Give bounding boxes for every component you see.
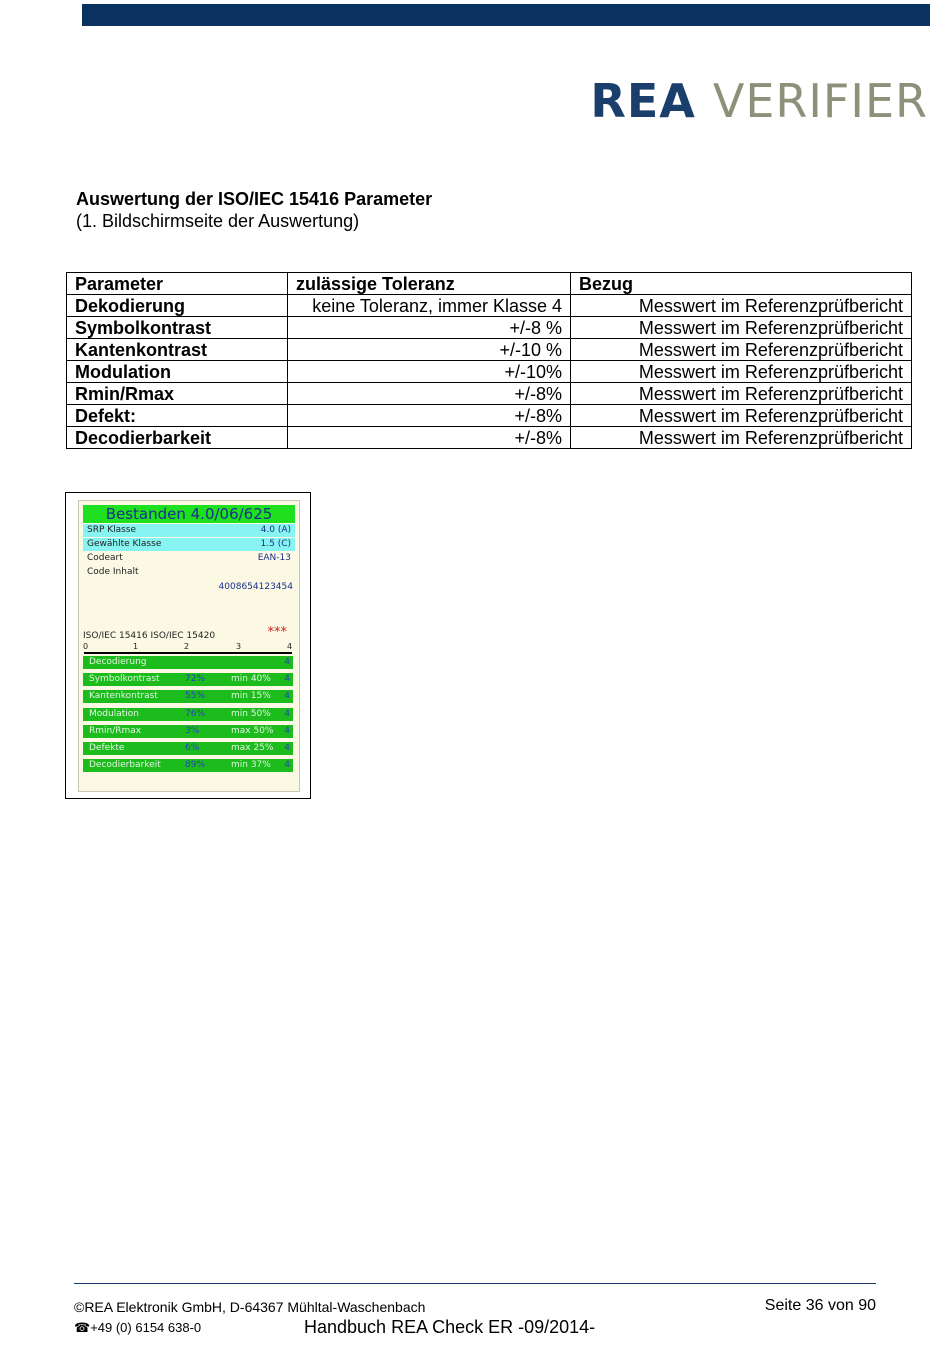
srp-class-row: [83, 524, 295, 537]
param-cell: Defekt:: [67, 405, 288, 427]
grade-row: [83, 725, 293, 738]
reference-cell: Messwert im Referenzprüfbericht: [571, 405, 912, 427]
param-cell: Kantenkontrast: [67, 339, 288, 361]
table-header-row: [67, 273, 912, 295]
param-cell: Decodierbarkeit: [67, 427, 288, 449]
header-reference: Bezug: [571, 273, 912, 295]
scale-tick: 1: [133, 642, 139, 651]
tolerance-cell: keine Toleranz, immer Klasse 4: [288, 295, 571, 317]
scale-tick: 3: [236, 642, 242, 651]
grade-row-value: 76%: [185, 709, 206, 719]
tolerance-cell: +/-8 %: [288, 317, 571, 339]
grade-row-label: Modulation: [89, 709, 139, 719]
grade-row: [83, 656, 293, 669]
code-type-row: [83, 552, 295, 565]
footer-manual: Handbuch REA Check ER -09/2014-: [304, 1317, 596, 1337]
logo-verifier-text: VERIFIER: [712, 74, 928, 128]
param-cell: Symbolkontrast: [67, 317, 288, 339]
table-row: [67, 361, 912, 383]
param-cell: Modulation: [67, 361, 288, 383]
grade-row-value: 89%: [185, 760, 206, 770]
grade-row-label: Symbolkontrast: [89, 674, 160, 684]
grade-row-value: 55%: [185, 691, 206, 701]
result-banner: Bestanden 4.0/06/625: [83, 505, 295, 523]
grade-row-limit: min 15%: [231, 691, 271, 701]
footer-company: ©REA Elektronik GmbH, D-64367 Mühltal-Waschenbach: [74, 1299, 426, 1315]
table-row: [67, 405, 912, 427]
grade-row-grade: 4: [284, 657, 290, 667]
srp-class-label: SRP Klasse: [87, 525, 137, 535]
table-row: [67, 317, 912, 339]
verifier-screen: [78, 500, 300, 792]
table-row: [67, 339, 912, 361]
grade-row-value: 6%: [185, 743, 200, 753]
grade-row-grade: 4: [284, 726, 290, 736]
grade-row-grade: 4: [284, 691, 290, 701]
grade-row-limit: min 37%: [231, 760, 271, 770]
grade-row-label: Decodierung: [89, 657, 147, 667]
verifier-screenshot-frame: [65, 492, 311, 799]
footer-phone: ☎+49 (0) 6154 638-0: [74, 1320, 202, 1335]
grade-row-value: 3%: [185, 726, 200, 736]
rea-verifier-logo: [590, 76, 928, 126]
tolerance-cell: +/-10%: [288, 361, 571, 383]
tolerance-cell: +/-8%: [288, 405, 571, 427]
grade-row: [83, 759, 293, 772]
standard-label: ISO/IEC 15416 ISO/IEC 15420: [83, 631, 216, 641]
code-content-row: [83, 566, 295, 579]
code-type-value: EAN-13: [257, 553, 291, 563]
reference-cell: Messwert im Referenzprüfbericht: [571, 295, 912, 317]
param-cell: Rmin/Rmax: [67, 383, 288, 405]
grade-row-label: Decodierbarkeit: [89, 760, 161, 770]
header-bar: [82, 4, 930, 26]
scale-tick: 0: [83, 642, 89, 651]
header-parameter: Parameter: [67, 273, 288, 295]
section-subtitle: (1. Bildschirmseite der Auswertung): [76, 211, 360, 231]
param-cell: Dekodierung: [67, 295, 288, 317]
section-heading: [76, 188, 432, 232]
table-row: [67, 383, 912, 405]
reference-cell: Messwert im Referenzprüfbericht: [571, 361, 912, 383]
tolerance-cell: +/-10 %: [288, 339, 571, 361]
grade-row-limit: max 25%: [231, 743, 274, 753]
grade-row-limit: min 40%: [231, 674, 271, 684]
grade-row-grade: 4: [284, 709, 290, 719]
grade-row: [83, 690, 293, 703]
code-content-label: Code Inhalt: [87, 567, 139, 577]
grade-row-grade: 4: [284, 760, 290, 770]
grade-row-grade: 4: [284, 743, 290, 753]
reference-cell: Messwert im Referenzprüfbericht: [571, 427, 912, 449]
section-title: Auswertung der ISO/IEC 15416 Parameter: [76, 189, 433, 209]
tolerance-cell: +/-8%: [288, 383, 571, 405]
reference-cell: Messwert im Referenzprüfbericht: [571, 383, 912, 405]
grade-stars: ***: [267, 625, 287, 640]
grade-row-label: Rmin/Rmax: [89, 726, 142, 736]
logo-rea-text: REA: [590, 74, 696, 128]
tolerance-table: [66, 272, 912, 449]
header-tolerance: zulässige Toleranz: [288, 273, 571, 295]
tolerance-cell: +/-8%: [288, 427, 571, 449]
footer-page-number: Seite 36 von 90: [764, 1297, 876, 1314]
grade-row-value: 72%: [185, 674, 206, 684]
scale-tick: 4: [287, 642, 293, 651]
srp-class-value: 4.0 (A): [260, 525, 291, 535]
table-row: [67, 295, 912, 317]
selected-class-label: Gewählte Klasse: [87, 539, 162, 549]
table-row: [67, 427, 912, 449]
reference-cell: Messwert im Referenzprüfbericht: [571, 339, 912, 361]
code-content-value: 4008654123454: [218, 582, 293, 592]
grade-row: [83, 742, 293, 755]
grade-row: [83, 708, 293, 721]
code-type-label: Codeart: [87, 553, 123, 563]
selected-class-row: [83, 538, 295, 551]
grade-row-label: Kantenkontrast: [89, 691, 158, 701]
scale-line: [84, 652, 292, 654]
grade-row: [83, 673, 293, 686]
selected-class-value: 1.5 (C): [260, 539, 291, 549]
grade-row-grade: 4: [284, 674, 290, 684]
grade-row-label: Defekte: [89, 743, 125, 753]
reference-cell: Messwert im Referenzprüfbericht: [571, 317, 912, 339]
grade-row-limit: min 50%: [231, 709, 271, 719]
footer-divider: [74, 1283, 876, 1284]
scale-tick: 2: [184, 642, 190, 651]
grade-row-limit: max 50%: [231, 726, 274, 736]
